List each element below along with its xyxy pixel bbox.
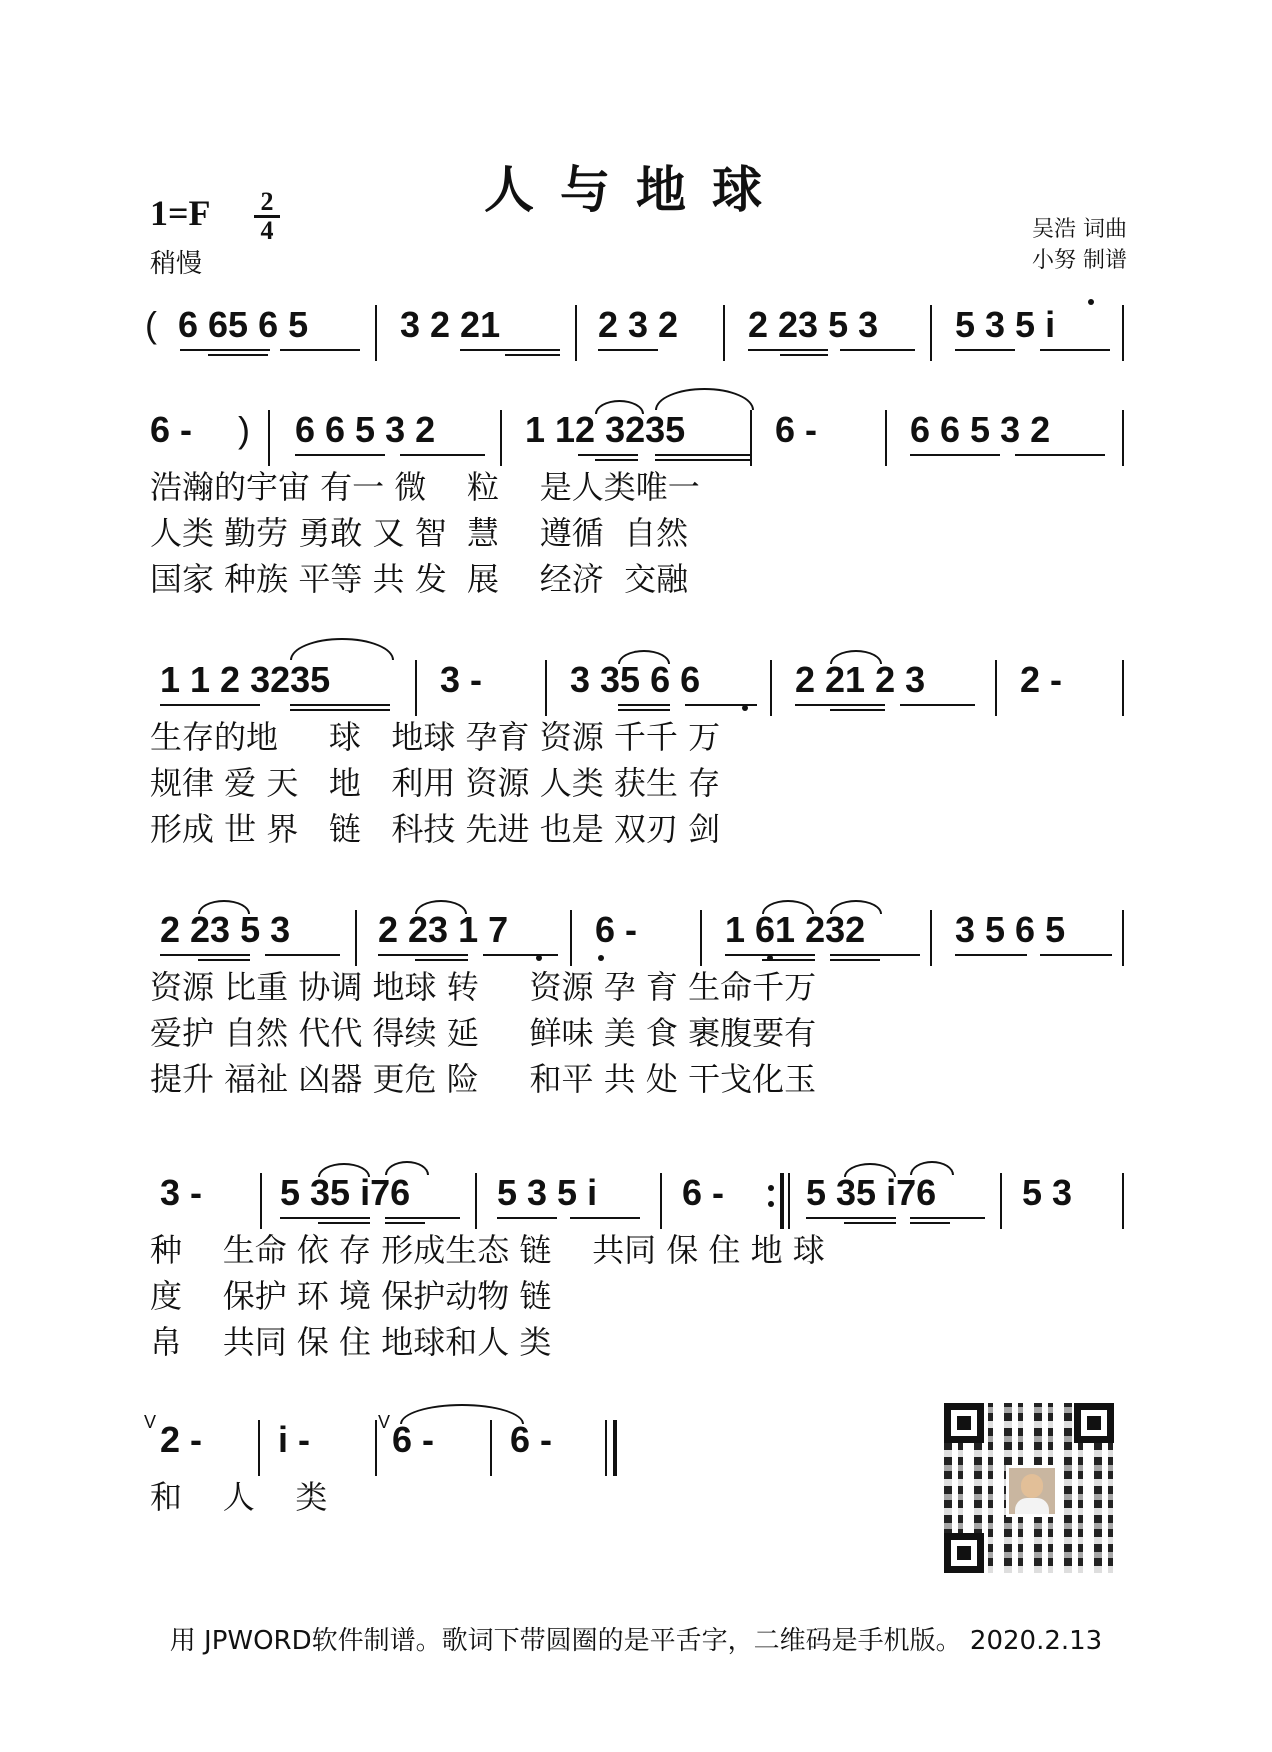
staff-row-5 xyxy=(150,1173,1125,1223)
measure-23: 5 3 5 i xyxy=(497,1172,598,1213)
lyrics-row-4-verse-1: 资源 比重 协调 地球 转 资源 孕 育 生命千万 xyxy=(150,968,817,1006)
lyrics-row-2-verse-3: 国家 种族 平等 共 发 展 经济 交融 xyxy=(150,560,689,598)
measure-13: 3 35 6 6 xyxy=(570,659,701,700)
measure-29: 6 - xyxy=(392,1419,435,1460)
lyrics-row-3-verse-3: 形成 世 界 链 科技 先进 也是 双刃 剑 xyxy=(150,810,721,848)
measure-8: 1 12 3235 xyxy=(525,409,686,450)
time-signature xyxy=(252,187,282,245)
meter-top: 2 xyxy=(260,187,274,216)
lyrics-row-5-verse-2: 度 保护 环 境 保护动物 链 xyxy=(150,1277,552,1315)
lyrics-row-3-verse-2: 规律 爱 天 地 利用 资源 人类 获生 存 xyxy=(150,764,721,802)
measure-30: 6 - xyxy=(510,1419,553,1460)
lyrics-row-5-verse-1: 种 生命 依 存 形成生态 链 共同 保 住 地 球 xyxy=(150,1231,825,1269)
credit-lyrics-music: 吴浩 词曲 xyxy=(1032,217,1127,242)
measure-3: 2 3 2 xyxy=(598,304,679,345)
lyrics-row-2-verse-1: 浩瀚的宇宙 有一 微 粒 是人类唯一 xyxy=(150,468,700,506)
measure-21: 3 - xyxy=(160,1172,203,1213)
measure-22: 5 35 i76 xyxy=(280,1172,411,1213)
measure-10: 6 6 5 3 2 xyxy=(910,409,1051,450)
measure-14: 2 21 2 3 xyxy=(795,659,926,700)
measure-2: 3 2 21 xyxy=(400,304,501,345)
lyrics-row-6: 和 人 类 xyxy=(150,1478,328,1516)
measure-4: 2 23 5 3 xyxy=(748,304,879,345)
lyrics-row-4-verse-2: 爱护 自然 代代 得续 延 鲜味 美 食 裹腹要有 xyxy=(150,1014,817,1052)
measure-18: 6 - xyxy=(595,909,638,950)
measure-9: 6 - xyxy=(775,409,818,450)
footer-note: 用 JPWORD软件制谱。歌词下带圆圈的是平舌字，二维码是手机版。 2020.2.13 xyxy=(169,1626,1103,1656)
lyrics-row-5-verse-3: 帛 共同 保 住 地球和人 类 xyxy=(150,1323,552,1361)
tempo-marking: 稍慢 xyxy=(150,249,203,279)
breath-mark-2: V xyxy=(378,1412,391,1432)
song-title: 人与地球 xyxy=(484,161,788,219)
staff-row-4 xyxy=(150,910,1125,960)
credit-engraver: 小努 制谱 xyxy=(1032,248,1127,273)
measure-1: 6 65 6 5 xyxy=(178,304,309,345)
measure-25: 5 35 i76 xyxy=(806,1172,937,1213)
staff-row-1 xyxy=(145,304,1125,355)
measure-7: 6 6 5 3 2 xyxy=(295,409,436,450)
measure-26: 5 3 xyxy=(1022,1172,1073,1213)
lyrics-row-3-verse-1: 生存的地 球 地球 孕育 资源 千千 万 xyxy=(150,718,721,756)
measure-19: 1 61 232 xyxy=(725,909,866,950)
measure-15: 2 - xyxy=(1020,659,1063,700)
key-signature: 1=F xyxy=(150,193,211,233)
lyrics-row-2-verse-2: 人类 勤劳 勇敢 又 智 慧 遵循 自然 xyxy=(150,514,689,552)
lyrics-row-4-verse-3: 提升 福祉 凶器 更危 险 和平 共 处 干戈化玉 xyxy=(150,1060,817,1098)
measure-24: 6 - xyxy=(682,1172,725,1213)
measure-11: 1 1 2 3235 xyxy=(160,659,331,700)
paren-open: ( xyxy=(145,304,157,345)
breath-mark: V xyxy=(144,1412,157,1432)
measure-27: 2 - xyxy=(160,1419,203,1460)
staff-row-3 xyxy=(150,660,1125,710)
measure-17: 2 23 1 7 xyxy=(378,909,509,950)
measure-28: i - xyxy=(278,1419,310,1460)
measure-16: 2 23 5 3 xyxy=(160,909,291,950)
measure-12: 3 - xyxy=(440,659,483,700)
measure-20: 3 5 6 5 xyxy=(955,909,1066,950)
measure-5: 5 3 5 i xyxy=(955,304,1056,345)
qr-code-icon xyxy=(938,1397,1120,1579)
paren-close: ) xyxy=(238,409,250,450)
staff-row-2 xyxy=(150,410,1125,460)
avatar-icon xyxy=(1006,1465,1058,1517)
measure-6: 6 - xyxy=(150,409,193,450)
meter-bottom: 4 xyxy=(260,216,274,245)
